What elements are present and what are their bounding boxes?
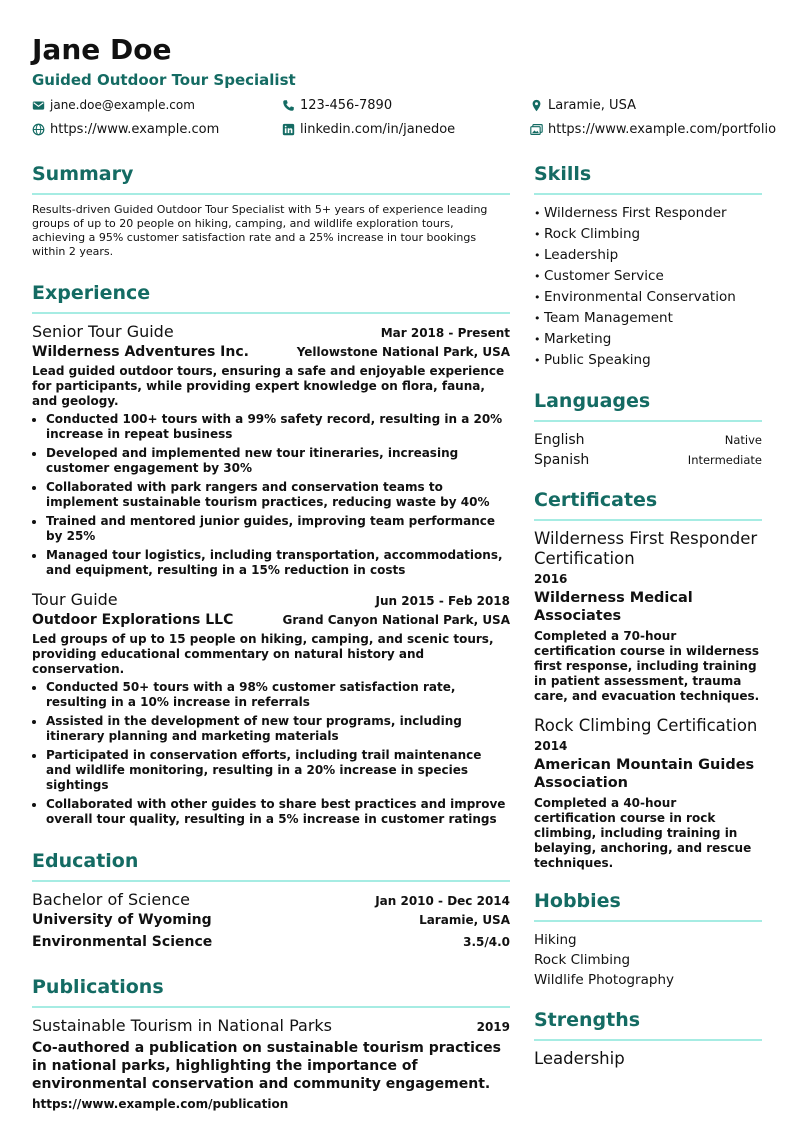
certificates-section <box>534 486 762 871</box>
summary-heading: Summary <box>32 163 134 185</box>
certificate-name: Wilderness First Responder Certification <box>534 529 758 568</box>
education-gpa: 3.5/4.0 <box>463 935 510 949</box>
contact-location-text: Laramie, USA <box>548 97 636 113</box>
language-item <box>534 450 762 470</box>
languages-heading: Languages <box>534 390 651 412</box>
language-level: Intermediate <box>687 453 762 467</box>
job-description: Lead guided outdoor tours, ensuring a safe and enjoyable experience for participants, while providing expert knowledge on flora, fauna, and geology. <box>32 364 505 408</box>
contact-info <box>32 96 777 146</box>
education-location: Laramie, USA <box>419 913 510 927</box>
job-company: Outdoor Explorations LLC <box>32 612 234 628</box>
resume-header <box>32 30 777 146</box>
hobby-item: Wildlife Photography <box>534 972 674 988</box>
job-bullets <box>32 680 510 827</box>
certificate-issuer: Wilderness Medical Associates <box>534 590 693 624</box>
certificate-description: Completed a 40-hour certification course in rock climbing, including training in belaying, anchoring, and rescue techniques. <box>534 796 752 870</box>
job-bullet: • Assisted in the development of new tour programs, including itinerary planning and marketing materials <box>46 714 510 744</box>
hobbies-section <box>534 887 762 990</box>
section-divider <box>534 519 762 521</box>
summary-text: Results-driven Guided Outdoor Tour Specialist with 5+ years of experience leading groups of up to 20 people on hiking, camping, and wildlife exploration tours, achieving a 95% customer satisfaction rate and a 25% increase in tour bookings within 2 years. <box>32 203 488 258</box>
publication-year: 2019 <box>476 1020 510 1034</box>
location-icon <box>530 99 543 112</box>
email-icon <box>32 99 45 112</box>
job-bullet: • Conducted 100+ tours with a 99% safety record, resulting in a 20% increase in repeat business <box>46 412 510 442</box>
job-title: Tour Guide <box>32 590 118 609</box>
skills-section <box>534 160 762 371</box>
education-heading: Education <box>32 850 139 872</box>
skills-list <box>534 203 762 371</box>
contact-website[interactable] <box>32 120 219 138</box>
job-bullet: • Conducted 50+ tours with a 98% customer satisfaction rate, resulting in a 10% increase in referrals <box>46 680 510 710</box>
language-item <box>534 430 762 450</box>
job-bullet: • Trained and mentored junior guides, improving team performance by 25% <box>46 514 510 544</box>
section-divider <box>32 312 510 314</box>
contact-linkedin[interactable] <box>282 120 455 138</box>
job-bullet: • Developed and implemented new tour itineraries, increasing customer engagement by 30% <box>46 446 510 476</box>
certificate-year: 2014 <box>534 739 568 753</box>
main-column <box>32 160 510 1111</box>
globe-icon <box>32 123 45 136</box>
section-divider <box>534 1039 762 1041</box>
publication-link[interactable]: https://www.example.com/publication <box>32 1097 289 1111</box>
candidate-title: Guided Outdoor Tour Specialist <box>32 71 296 89</box>
publication-description: Co-authored a publication on sustainable tourism practices in national parks, highlighting the importance of environmental conservation and community engagement. <box>32 1040 502 1092</box>
education-section <box>32 847 510 953</box>
experience-heading: Experience <box>32 282 151 304</box>
section-divider <box>534 193 762 195</box>
skill-item: • Wilderness First Responder <box>534 203 762 224</box>
section-divider <box>32 1006 510 1008</box>
education-field: Environmental Science <box>32 934 213 950</box>
language-level: Native <box>724 433 762 447</box>
experience-section <box>32 279 510 827</box>
languages-section <box>534 387 762 470</box>
section-divider <box>32 193 510 195</box>
skill-item: • Team Management <box>534 308 762 329</box>
hobby-item: Hiking <box>534 932 577 948</box>
language-name: English <box>534 432 585 448</box>
job-bullet: • Collaborated with park rangers and conservation teams to implement sustainable tourism practices, reducing waste by 40% <box>46 480 510 510</box>
contact-website-text: https://www.example.com <box>50 121 220 137</box>
job-dates: Mar 2018 - Present <box>380 326 510 340</box>
section-divider <box>534 420 762 422</box>
job-title: Senior Tour Guide <box>32 322 174 341</box>
certificate-item <box>534 716 762 871</box>
job-location: Yellowstone National Park, USA <box>296 345 510 359</box>
job-location: Grand Canyon National Park, USA <box>282 613 510 627</box>
contact-email[interactable] <box>32 96 195 114</box>
language-name: Spanish <box>534 452 590 468</box>
certificates-heading: Certificates <box>534 489 658 511</box>
certificate-name: Rock Climbing Certification <box>534 716 758 735</box>
contact-portfolio-text: https://www.example.com/portfolio <box>548 121 777 137</box>
contact-phone[interactable] <box>282 96 392 114</box>
publication-title: Sustainable Tourism in National Parks <box>32 1016 332 1035</box>
phone-icon <box>282 99 295 112</box>
education-dates: Jan 2010 - Dec 2014 <box>375 894 510 908</box>
certificate-item <box>534 529 762 704</box>
hobbies-heading: Hobbies <box>534 890 621 912</box>
section-divider <box>534 920 762 922</box>
linkedin-icon <box>282 123 295 136</box>
publications-heading: Publications <box>32 976 164 998</box>
sidebar-column <box>534 160 762 1068</box>
job-entry <box>32 590 510 827</box>
certificate-issuer: American Mountain Guides Association <box>534 757 755 791</box>
job-bullets <box>32 412 510 578</box>
summary-section <box>32 160 510 259</box>
portfolio-icon <box>530 123 543 136</box>
skills-heading: Skills <box>534 163 592 185</box>
job-description: Led groups of up to 15 people on hiking, camping, and scenic tours, providing educational commentary on natural history and conservation. <box>32 632 494 676</box>
job-entry <box>32 322 510 578</box>
skill-item: • Customer Service <box>534 266 762 287</box>
certificate-description: Completed a 70-hour certification course in wilderness first response, including training in patient assessment, trauma care, and evacuation techniques. <box>534 629 760 703</box>
publications-section <box>32 973 510 1111</box>
skill-item: • Marketing <box>534 329 762 350</box>
education-degree: Bachelor of Science <box>32 890 190 909</box>
strengths-section <box>534 1006 762 1068</box>
skill-item: • Rock Climbing <box>534 224 762 245</box>
contact-portfolio[interactable] <box>530 120 776 138</box>
contact-location <box>530 96 636 114</box>
job-bullet: • Managed tour logistics, including transportation, accommodations, and equipment, resulting in a 15% reduction in costs <box>46 548 510 578</box>
job-dates: Jun 2015 - Feb 2018 <box>375 594 510 608</box>
certificate-year: 2016 <box>534 572 568 586</box>
strength-item: Leadership <box>534 1049 625 1068</box>
contact-phone-text: 123-456-7890 <box>300 97 393 113</box>
candidate-name: Jane Doe <box>32 33 172 66</box>
job-company: Wilderness Adventures Inc. <box>32 344 249 360</box>
skill-item: • Public Speaking <box>534 350 762 371</box>
skill-item: • Environmental Conservation <box>534 287 762 308</box>
job-bullet: • Collaborated with other guides to share best practices and improve overall tour quality, resulting in a 5% increase in customer ratings <box>46 797 510 827</box>
section-divider <box>32 880 510 882</box>
education-school: University of Wyoming <box>32 912 212 928</box>
contact-linkedin-text: linkedin.com/in/janedoe <box>300 121 456 137</box>
skill-item: • Leadership <box>534 245 762 266</box>
strengths-heading: Strengths <box>534 1009 641 1031</box>
job-bullet: • Participated in conservation efforts, including trail maintenance and wildlife monitoring, resulting in a 20% increase in species sightings <box>46 748 510 793</box>
contact-email-text: jane.doe@example.com <box>50 98 195 112</box>
hobby-item: Rock Climbing <box>534 952 631 968</box>
